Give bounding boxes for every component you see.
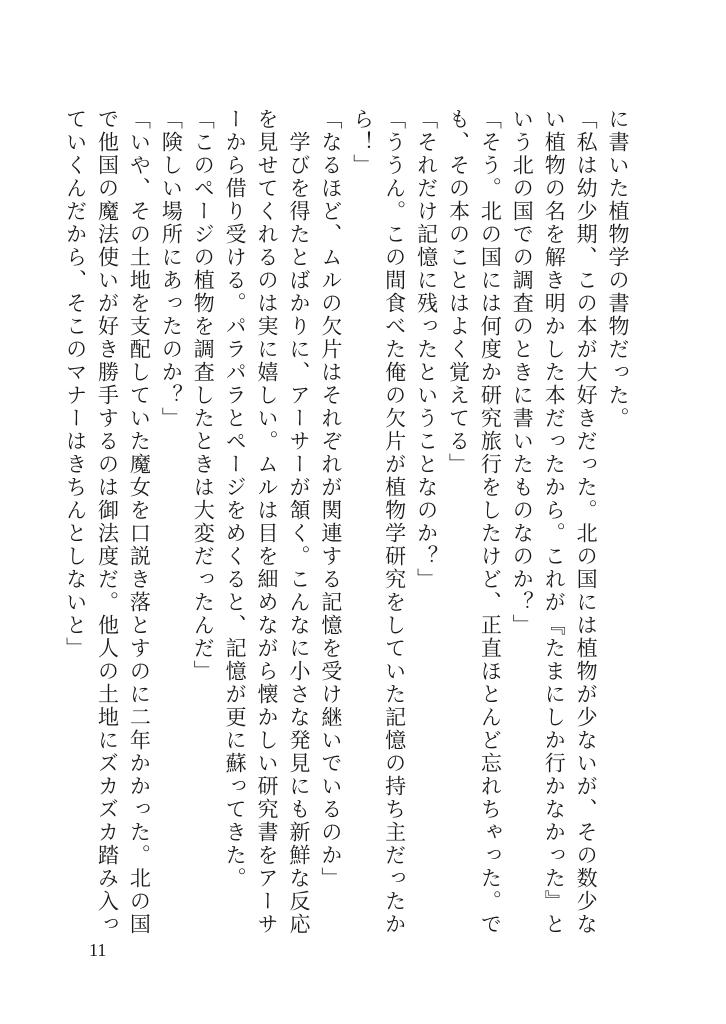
body-text (59, 108, 633, 936)
text-line: ーから借り受ける。パラパラとページをめくると、記憶が更に蘇ってきた。 (223, 108, 248, 890)
text-line: 「それだけ記憶に残ったということなのか？」 (414, 108, 439, 591)
text-line: 「いや、その土地を支配していた魔女を口説き落とすのに二年かかった。北の国 (127, 108, 152, 936)
text-line: 「険しい場所にあったのか？」 (159, 108, 184, 430)
text-line: 「私は幼少期、この本が大好きだった。北の国には植物が少ないが、その数少な (574, 108, 599, 936)
text-line: いう北の国での調査のときに書いたものなのか？」 (510, 108, 535, 637)
text-line: ら！」 (350, 108, 375, 177)
text-line: 「そう。北の国には何度か研究旅行をしたけど、正直ほとんど忘れちゃった。で (478, 108, 503, 936)
text-line: 「ううん。この間食べた俺の欠片が植物学研究をしていた記憶の持ち主だったか (382, 108, 407, 936)
page-number: 11 (89, 940, 107, 960)
text-line: で他国の魔法使いが好き勝手するのは御法度だ。他人の土地にズカズカ踏み入っ (95, 108, 120, 936)
text-line: ていくんだから、そこのマナーはきちんとしないと」 (63, 108, 88, 660)
text-line: も、その本のことはよく覚えてる」 (446, 108, 471, 476)
text-line: を見せてくれるのは実に嬉しい。ムルは目を細めながら懐かしい研究書をアーサ (255, 108, 280, 936)
text-line: い植物の名を解き明かした本だったから。これが『たまにしか行かなかった』と (542, 108, 567, 936)
text-line: 「このページの植物を調査したときは大変だったんだ」 (191, 108, 216, 683)
text-line: 「なるほど、ムルの欠片はそれぞれが関連する記憶を受け継いでいるのか」 (318, 108, 343, 890)
text-line: 学びを得たとばかりに、アーサーが頷く。こんなに小さな発見にも新鮮な反応 (286, 108, 311, 936)
text-line: に書いた植物学の書物だった。 (606, 108, 630, 430)
